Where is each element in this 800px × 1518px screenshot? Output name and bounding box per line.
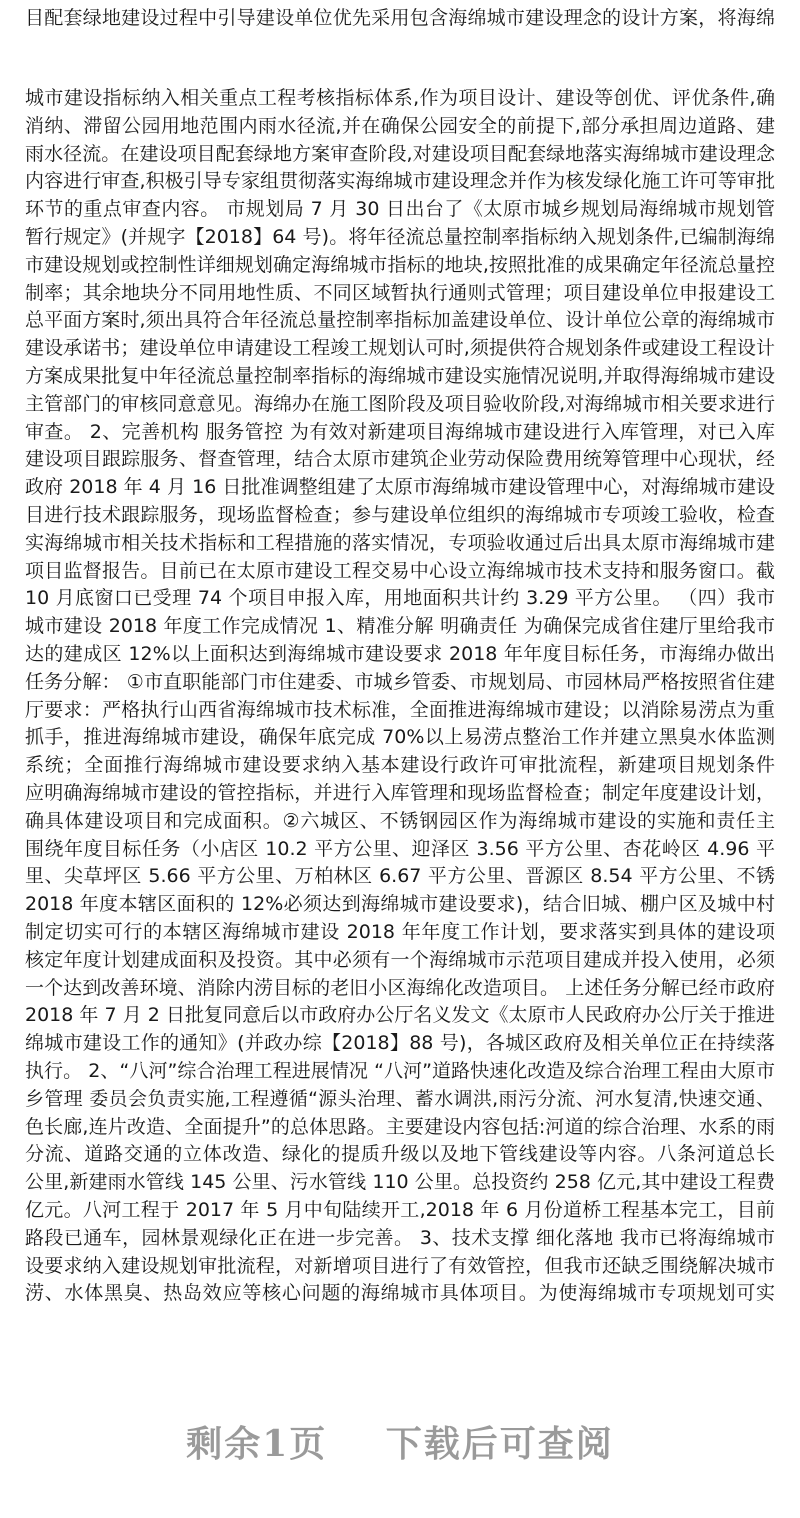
- document-text-line: 消纳、滞留公园用地范围内雨水径流,并在确保公园安全的前提下,部分承担周边道路、建: [25, 114, 775, 137]
- document-text-line: 确具体建设项目和完成面积。②六城区、不锈钢园区作为海绵城市建设的实施和责任主: [25, 809, 775, 832]
- document-text-line: 设要求纳入建设规划审批流程，对新增项目进行了有效管控，但我市还缺乏围绕解决城市: [25, 1254, 775, 1277]
- document-text-line: 执行。 2、“八河”综合治理工程进展情况 “八河”道路快速化改造及综合治理工程由大原市: [25, 1060, 775, 1082]
- document-text-line: 城市建设指标纳入相关重点工程考核指标体系,作为项目设计、建设等创优、评优条件,确: [25, 87, 775, 109]
- document-text-line: 建设承诺书；建设单位申请建设工程竣工规划认可时,须提供符合规划条件或建设工程设计: [25, 337, 775, 360]
- document-text-line: 实海绵城市相关技术指标和工程措施的落实情况，专项验收通过后出具太原市海绵城市建: [25, 531, 775, 554]
- document-text-line: 审查。 2、完善机构 服务管控 为有效对新建项目海绵城市建设进行入库管理，对已入库: [25, 420, 775, 443]
- document-text-line: 乡管理 委员会负责实施,工程遵循“源头治理、蓄水调洪,雨污分流、河水复清,快速交通、: [25, 1087, 775, 1110]
- document-text-line: 总平面方案时,须出具符合年径流总量控制率指标加盖建设单位、设计单位公章的海绵城市: [25, 309, 775, 332]
- document-text-line: 制定切实可行的本辖区海绵城市建设 2018 年年度工作计划，要求落实到具体的建设项: [25, 921, 775, 943]
- document-text-line: 达的建成区 12%以上面积达到海绵城市建设要求 2018 年年度目标任务，市海绵办做出: [25, 643, 775, 665]
- document-text-line: 城市建设 2018 年度工作完成情况 1、精准分解 明确责任 为确保完成省住建厅里给我市: [25, 615, 775, 638]
- document-text-line: 路段已通车，园林景观绿化正在进一步完善。 3、技术支撑 细化落地 我市已将海绵城市: [25, 1226, 775, 1249]
- document-text-line: 涝、水体黑臭、热岛效应等核心问题的海绵城市具体项目。为使海绵城市专项规划可实: [25, 1282, 775, 1305]
- download-prompt[interactable]: [0, 1416, 800, 1467]
- document-text-line: 色长廊,连片改造、全面提升”的总体思路。主要建设内容包括:河道的综合治理、水系的雨: [25, 1115, 775, 1138]
- document-text-line: 厅要求：严格执行山西省海绵城市技术标准，全面推进海绵城市建设；以消除易涝点为重: [25, 698, 775, 721]
- document-text-line: 环节的重点审查内容。 市规划局 7 月 30 日出台了《太原市城乡规划局海绵城市规划管: [25, 198, 775, 221]
- document-text-line: 亿元。八河工程于 2017 年 5 月中旬陆续开工,2018 年 6 月份道桥工程基本完工，目前: [25, 1199, 775, 1221]
- document-text-line: 主管部门的审核同意意见。海绵办在施工图阶段及项目验收阶段,对海绵城市相关要求进行: [25, 392, 775, 415]
- document-text-line: 里、尖草坪区 5.66 平方公里、万柏林区 6.67 平方公里、晋源区 8.54 平方公里、不锈: [25, 865, 775, 888]
- download-to-view-label[interactable]: 下载后可查阅: [385, 1423, 614, 1465]
- document-text-line-top: 目配套绿地建设过程中引导建设单位优先采用包含海绵城市建设理念的设计方案，将海绵: [25, 7, 775, 29]
- document-text-line: 2018 年 7 月 2 日批复同意后以市政府办公厅名义发文《太原市人民政府办公厅关于推进: [25, 1004, 775, 1027]
- document-text-line: 目进行技术跟踪服务，现场监督检查；参与建设单位组织的海绵城市专项竣工验收，检查: [25, 504, 775, 526]
- document-text-line: 公里,新建雨水管线 145 公里、污水管线 110 公里。总投资约 258 亿元,其中建设工程费: [25, 1171, 775, 1194]
- document-text-line: 制率；其余地块分不同用地性质、不同区域暂执行通则式管理；项目建设单位申报建设工: [25, 281, 775, 304]
- document-text-line: 市建设规划或控制性详细规划确定海绵城市指标的地块,按照批准的成果确定年径流总量控: [25, 253, 775, 276]
- document-text-line: 一个达到改善环境、消除内涝目标的老旧小区海绵化改造项目。 上述任务分解已经市政府: [25, 976, 775, 999]
- document-text-line: 建设项目跟踪服务、督查管理，结合太原市建筑企业劳动保险费用统筹管理中心现状，经: [25, 448, 775, 471]
- document-text-line: 2018 年度本辖区面积的 12%必须达到海绵城市建设要求)，结合旧城、棚户区及城中村: [25, 893, 775, 916]
- document-text-line: 分流、道路交通的立体改造、绿化的提质升级以及地下管线建设等内容。八条河道总长: [25, 1143, 775, 1166]
- document-text-line: 雨水径流。在建设项目配套绿地方案审查阶段,对建设项目配套绿地落实海绵城市建设理念: [25, 142, 775, 165]
- document-text-line: 项目监督报告。目前已在太原市建设工程交易中心设立海绵城市技术支持和服务窗口。截: [25, 559, 775, 582]
- document-text-line: 围绕年度目标任务（小店区 10.2 平方公里、迎泽区 3.56 平方公里、杏花岭区 4.96 平: [25, 837, 775, 860]
- document-text-line: 任务分解： ①市直职能部门市住建委、市城乡管委、市规划局、市园林局严格按照省住建: [25, 670, 775, 693]
- document-text-line: 核定年度计划建成面积及投资。其中必须有一个海绵城市示范项目建成并投入使用，必须: [25, 948, 775, 971]
- document-text-line: 应明确海绵城市建设的管控指标，并进行入库管理和现场监督检查；制定年度建设计划，: [25, 782, 775, 804]
- document-text-line: 内容进行审查,积极引导专家组贯彻落实海绵城市建设理念并作为核发绿化施工许可等审批: [25, 170, 775, 193]
- document-text-line: 10 月底窗口已受理 74 个项目申报入库，用地面积共计约 3.29 平方公里。 （四）我市: [25, 587, 775, 610]
- document-text-line: 绵城市建设工作的通知》(并政办综【2018】88 号)，各城区政府及相关单位正在持续落: [25, 1032, 775, 1055]
- document-text-line: 抓手，推进海绵城市建设，确保年底完成 70%以上易涝点整治工作并建立黑臭水体监测: [25, 726, 775, 749]
- remaining-pages-label: 剩余1页: [186, 1423, 328, 1465]
- document-text-line: 方案成果批复中年径流总量控制率指标的海绵城市建设实施情况说明,并取得海绵城市建设: [25, 365, 775, 387]
- document-text-line: 政府 2018 年 4 月 16 日批准调整组建了太原市海绵城市建设管理中心，对海绵城市建设: [25, 476, 775, 499]
- document-text-line: 系统；全面推行海绵城市建设要求纳入基本建设行政许可审批流程，新建项目规划条件: [25, 754, 775, 777]
- document-text-line: 暂行规定》(并规字【2018】64 号)。将年径流总量控制率指标纳入规划条件,已编制海绵: [25, 226, 775, 248]
